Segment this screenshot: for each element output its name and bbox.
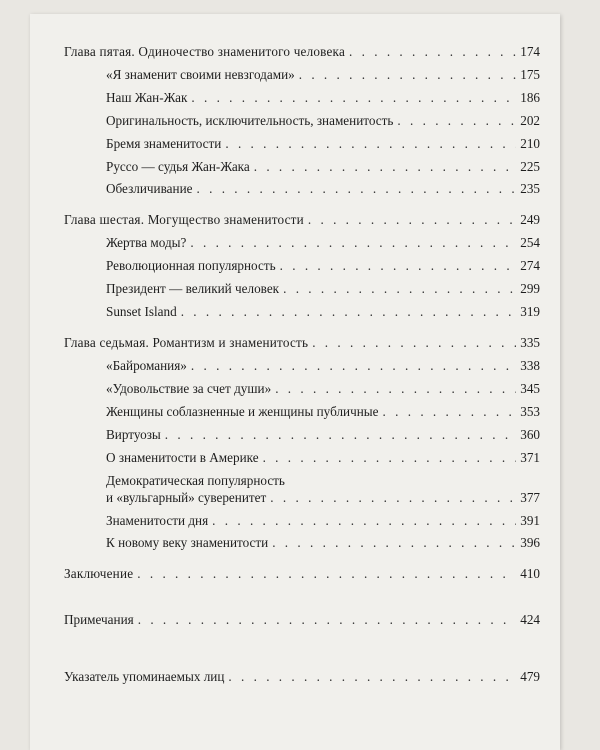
toc-entry-title: «Я знаменит своими невзгодами» [106, 67, 295, 82]
dot-leader [228, 669, 516, 684]
dot-leader [254, 159, 516, 174]
dot-leader [190, 235, 516, 250]
toc-entry-title: Президент — великий человек [106, 281, 280, 296]
dot-leader [299, 67, 516, 82]
toc-page-number: 391 [520, 513, 540, 528]
toc-chapter-5[interactable] [64, 44, 540, 59]
dot-leader [137, 566, 516, 581]
toc-page-number: 175 [520, 67, 540, 82]
toc-entry-title: Наш Жан-Жак [106, 90, 188, 105]
toc-entry-title-line-1: Демократическая популярность [106, 473, 285, 488]
toc-page-number: 360 [520, 427, 540, 442]
toc-page-number: 424 [520, 612, 540, 627]
toc-entry[interactable] [106, 490, 540, 505]
toc-entry[interactable] [106, 113, 540, 128]
toc-page-number: 274 [520, 258, 540, 273]
toc-page-number: 186 [520, 90, 540, 105]
toc-chapter-6[interactable] [64, 212, 540, 227]
toc-entry-title-line-2: и «вульгарный» суверенитет [106, 490, 267, 505]
toc-entry-title: Бремя знаменитости [106, 136, 222, 151]
toc-entry-title: Оригинальность, исключительность, знаменитость [106, 113, 394, 128]
dot-leader [225, 136, 516, 151]
toc-page-number: 235 [520, 181, 540, 196]
dot-leader [280, 258, 517, 273]
toc-page-number: 249 [520, 212, 540, 227]
dot-leader [397, 113, 516, 128]
toc-chapter-title: Глава шестая. Могущество знаменитости [64, 212, 304, 227]
toc-chapter-7[interactable] [64, 335, 540, 350]
dot-leader [272, 535, 516, 550]
toc-entry[interactable] [106, 404, 540, 419]
toc-entry[interactable] [106, 513, 540, 528]
toc-index[interactable] [64, 669, 540, 684]
toc-entry[interactable] [106, 427, 540, 442]
toc-entry-title: Революционная популярность [106, 258, 276, 273]
toc-entry-title: Жертва моды? [106, 235, 187, 250]
toc-entry-title: Женщины соблазненные и женщины публичные [106, 404, 379, 419]
toc-page-number: 479 [520, 669, 540, 684]
toc-chapter-title: Глава пятая. Одиночество знаменитого человека [64, 44, 346, 59]
toc-entry[interactable] [106, 67, 540, 82]
toc-page-number: 396 [520, 535, 540, 550]
toc-entry[interactable] [106, 159, 540, 174]
toc-entry-title: «Удовольствие за счет души» [106, 381, 272, 396]
toc-entry-title: Виртуозы [106, 427, 161, 442]
dot-leader [263, 450, 517, 465]
toc-page-number: 371 [520, 450, 540, 465]
toc-entry[interactable] [106, 181, 540, 196]
toc-page-number: 353 [520, 404, 540, 419]
toc-page-number: 202 [520, 113, 540, 128]
toc-entry-title: К новому веку знаменитости [106, 535, 269, 550]
dot-leader [312, 335, 516, 350]
toc-page-number: 338 [520, 358, 540, 373]
toc-page-number: 377 [520, 490, 540, 505]
toc-entry[interactable] [106, 281, 540, 296]
dot-leader [165, 427, 516, 442]
toc-entry[interactable] [106, 258, 540, 273]
toc-entry[interactable] [106, 535, 540, 550]
toc-entry-title: Руссо — судья Жан-Жака [106, 159, 250, 174]
toc-entry[interactable] [106, 381, 540, 396]
toc-entry-title: Sunset Island [106, 304, 177, 319]
toc-page-number: 299 [520, 281, 540, 296]
toc-page-number: 225 [520, 159, 540, 174]
dot-leader [283, 281, 516, 296]
dot-leader [349, 44, 516, 59]
toc-section-title: Примечания [64, 612, 134, 627]
table-of-contents [30, 14, 560, 750]
toc-entry[interactable] [106, 136, 540, 151]
dot-leader [191, 358, 516, 373]
toc-entry-title: Знаменитости дня [106, 513, 209, 528]
toc-entry[interactable] [106, 90, 540, 105]
toc-entry[interactable] [106, 358, 540, 373]
toc-chapter-title: Глава седьмая. Романтизм и знаменитость [64, 335, 309, 350]
dot-leader [191, 90, 516, 105]
toc-entry[interactable] [106, 304, 540, 319]
dot-leader [197, 181, 517, 196]
toc-page-number: 174 [520, 44, 540, 59]
toc-notes[interactable] [64, 612, 540, 627]
toc-section-title: Указатель упоминаемых лиц [64, 669, 225, 684]
dot-leader [212, 513, 516, 528]
dot-leader [383, 404, 517, 419]
toc-entry-title: О знаменитости в Америке [106, 450, 259, 465]
toc-page-number: 254 [520, 235, 540, 250]
toc-entry-title: Обезличивание [106, 181, 193, 196]
toc-entry[interactable] [106, 235, 540, 250]
toc-entry[interactable] [106, 450, 540, 465]
toc-page-number: 210 [520, 136, 540, 151]
dot-leader [181, 304, 517, 319]
toc-section-title: Заключение [64, 566, 134, 581]
dot-leader [138, 612, 517, 627]
book-page [30, 14, 560, 750]
dot-leader [308, 212, 516, 227]
toc-page-number: 345 [520, 381, 540, 396]
dot-leader [270, 490, 516, 505]
toc-conclusion[interactable] [64, 566, 540, 581]
toc-entry-title: «Байромания» [106, 358, 187, 373]
dot-leader [275, 381, 516, 396]
toc-page-number: 410 [520, 566, 540, 581]
toc-page-number: 335 [520, 335, 540, 350]
toc-page-number: 319 [520, 304, 540, 319]
